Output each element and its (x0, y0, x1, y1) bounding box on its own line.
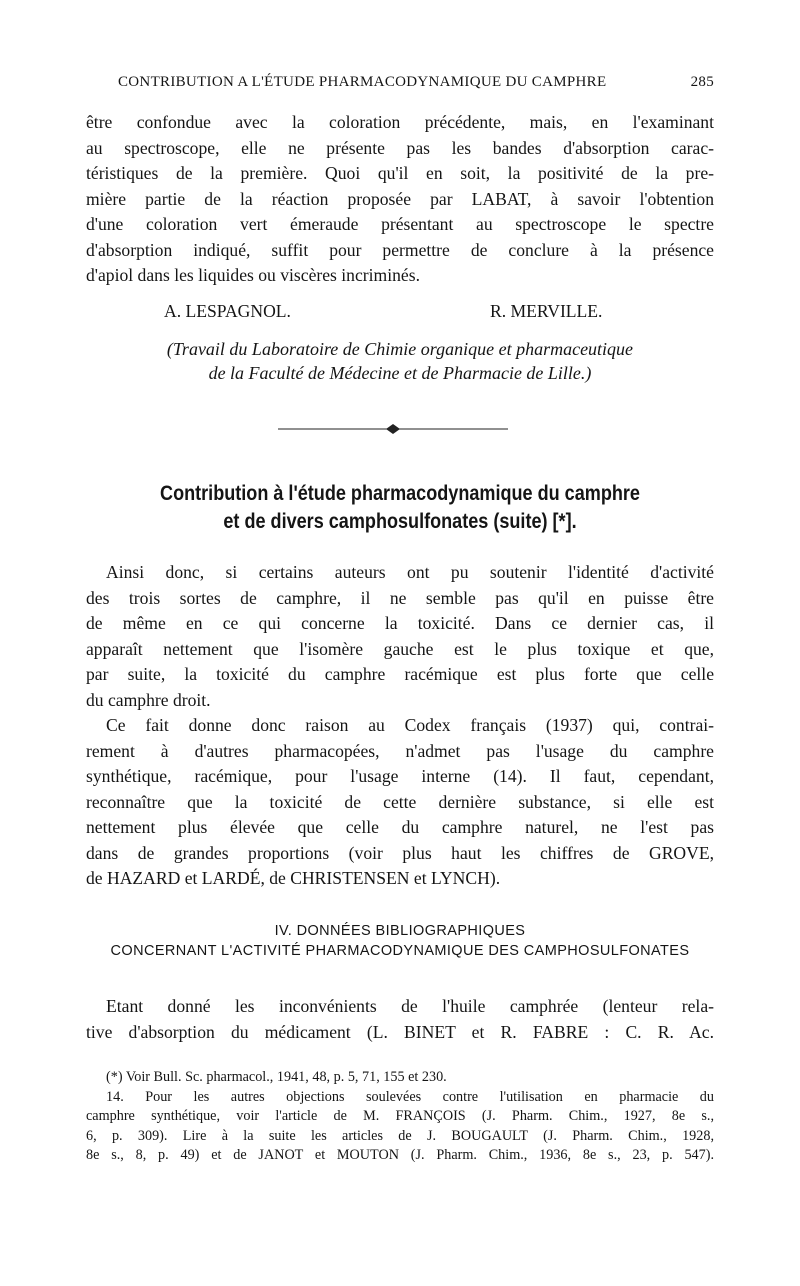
footnote-line: (*) Voir Bull. Sc. pharmacol., 1941, 48, p. 5, 71, 155 et 230. (106, 1069, 447, 1085)
signature-merville: R. MERVILLE. (490, 301, 603, 321)
page-number: 285 (690, 74, 714, 90)
text-line: de même en ce qui concerne la toxicité. Dans ce dernier cas, il (86, 613, 714, 633)
text-line: dans de grandes proportions (voir plus haut les chiffres de GROVE, (86, 842, 714, 863)
article-title (130, 480, 670, 536)
text-line: synthétique, racémique, pour l'usage interne (14). Il faut, cependant, (86, 766, 714, 786)
title-line: Contribution à l'étude pharmacodynamique du camphre (160, 482, 640, 505)
author-signatures (86, 301, 714, 327)
text-line: être confondue avec la coloration précédente, mais, en l'examinant (86, 112, 714, 132)
text-line: d'apiol dans les liquides ou viscères incriminés. (86, 265, 420, 285)
text-line: rement à d'autres pharmacopées, n'admet pas l'usage du camphre (86, 740, 714, 761)
text-line: téristiques de la première. Quoi qu'il en soit, la positivité de la pre- (86, 163, 714, 183)
title-line: et de divers camphosulfonates (suite) [*]. (223, 510, 577, 533)
running-title: CONTRIBUTION A L'ÉTUDE PHARMACODYNAMIQUE DU CAMPHRE (118, 74, 607, 90)
text-line: Ainsi donc, si certains auteurs ont pu soutenir l'identité d'activité (106, 562, 714, 582)
footnote-line: 6, p. 309). Lire à la suite les articles de J. BOUGAULT (J. Pharm. Chim., 1928, (86, 1127, 714, 1144)
text-line: de HAZARD et LARDÉ, de CHRISTENSEN et LYNCH). (86, 868, 501, 888)
intro-paragraph (86, 110, 714, 289)
paragraph-huile-camphree (86, 994, 714, 1045)
text-line: des trois sortes de camphre, il ne semble pas qu'il en puisse être (86, 587, 714, 608)
footnote-line: 14. Pour les autres objections soulevées contre l'utilisation en pharmacie du (106, 1088, 714, 1105)
running-header (86, 74, 714, 96)
text-line: d'absorption indiqué, suffit pour permettre de conclure à la présence (86, 239, 714, 260)
section-divider (278, 424, 508, 434)
text-line: mière partie de la réaction proposée par LABAT, à savoir l'obtention (86, 188, 714, 209)
section-heading (76, 921, 724, 961)
paragraph-toxicity (86, 560, 714, 713)
text-line: par suite, la toxicité du camphre racémique est plus forte que celle (86, 664, 714, 684)
credit-line: (Travail du Laboratoire de Chimie organique et pharmaceutique (166, 339, 634, 359)
text-line: reconnaître que la toxicité de cette dernière substance, si elle est (86, 791, 714, 812)
text-line: Etant donné les inconvénients de l'huile camphrée (lenteur rela- (106, 996, 714, 1016)
laboratory-credit (86, 337, 714, 385)
text-line: d'une coloration vert émeraude présentant au spectroscope le spectre (86, 214, 714, 234)
section-heading-line: IV. DONNÉES BIBLIOGRAPHIQUES (274, 923, 526, 939)
text-line: tive d'absorption du médicament (L. BINET et R. FABRE : C. R. Ac. (86, 1021, 714, 1042)
text-line: au spectroscope, elle ne présente pas les bandes d'absorption carac- (86, 137, 714, 158)
text-line: nettement plus élevée que celle du camphre naturel, ne l'est pas (86, 817, 714, 837)
footnotes (86, 1068, 714, 1166)
text-line: apparaît nettement que l'isomère gauche est le plus toxique et que, (86, 638, 714, 659)
footnote-line: camphre synthétique, voir l'article de M. FRANÇOIS (J. Pharm. Chim., 1927, 8e s., (86, 1108, 714, 1124)
credit-line: de la Faculté de Médecine et de Pharmacie de Lille.) (208, 363, 592, 383)
section-heading-line: CONCERNANT L'ACTIVITÉ PHARMACODYNAMIQUE DES CAMPHOSULFONATES (110, 943, 690, 959)
footnote-line: 8e s., 8, p. 49) et de JANOT et MOUTON (J. Pharm. Chim., 1936, 8e s., 23, p. 547). (86, 1147, 714, 1163)
text-line: Ce fait donne donc raison au Codex français (1937) qui, contrai- (106, 715, 714, 735)
paragraph-codex (86, 713, 714, 892)
signature-lespagnol: A. LESPAGNOL. (164, 301, 291, 321)
text-line: du camphre droit. (86, 689, 211, 710)
